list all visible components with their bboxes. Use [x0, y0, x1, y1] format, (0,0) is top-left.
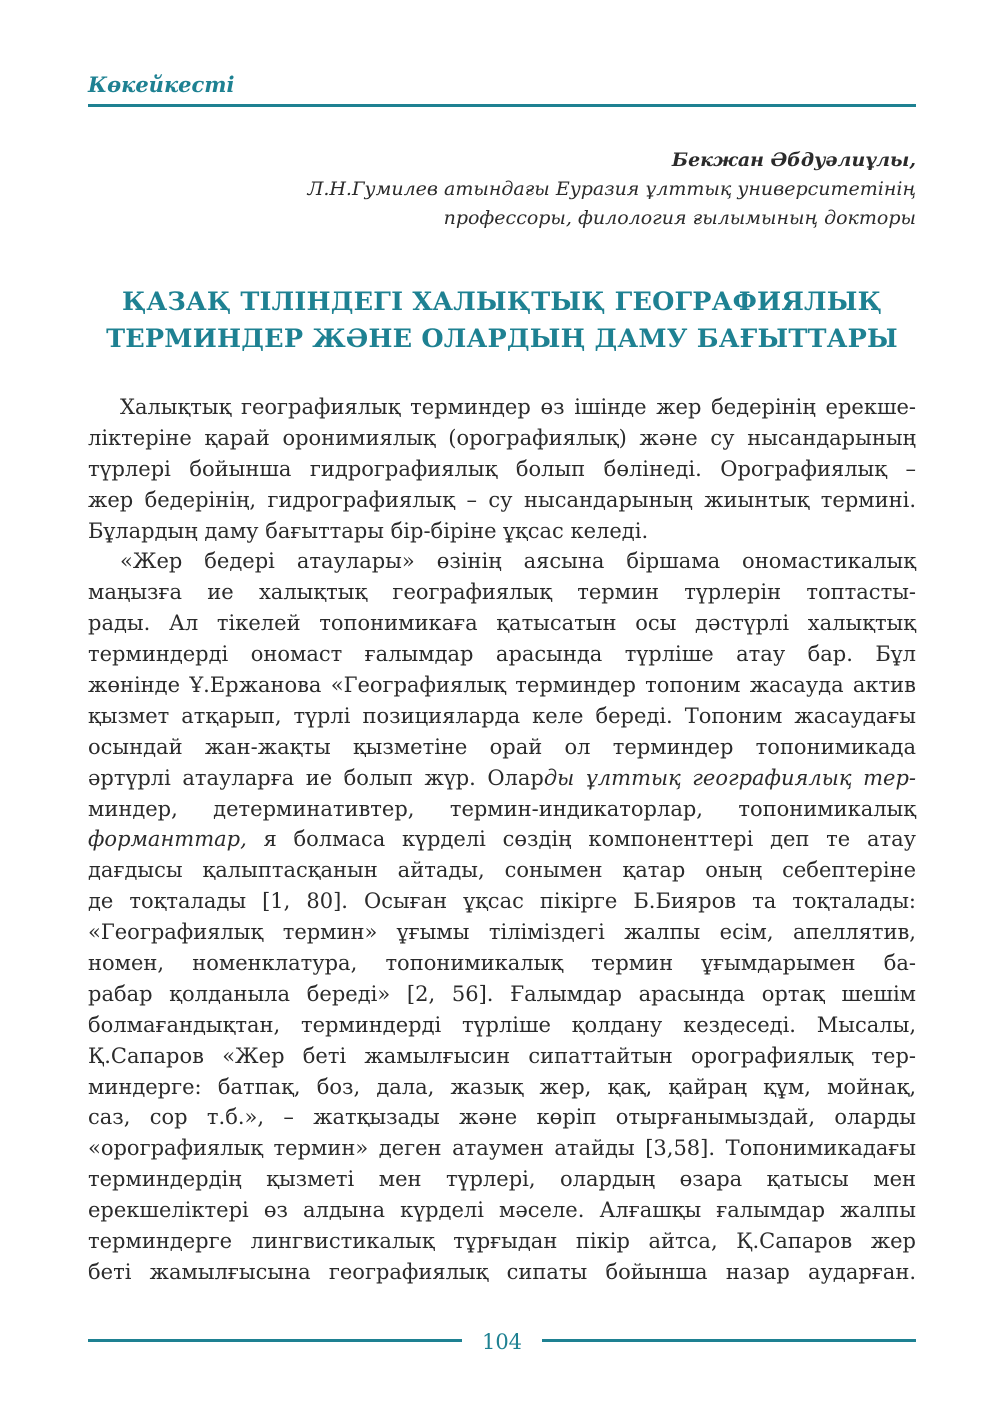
- body-line: рады. Ал тікелей топонимикаға қатысатын осы дәстүрлі халықтық: [88, 611, 916, 636]
- body-line: қызмет атқарып, түрлі позицияларда келе береді. Топоним жасаудағы: [88, 703, 916, 728]
- body-italic-segment: форманттар,: [88, 827, 247, 852]
- author-affiliation: Л.Н.Гумилев атындағы Еуразия ұлттық университетінің: [307, 178, 916, 200]
- body-line: Қ.Сапаров «Жер беті жамылғысин сипаттайтын орографиялық тер-: [88, 1043, 916, 1068]
- body-line: беті жамылғысына географиялық сипаты бойынша назар аударған.: [88, 1259, 916, 1284]
- body-line: терминдерді ономаст ғалымдар арасында түрліше атау бар. Бұл: [88, 642, 916, 667]
- body-line: маңызға ие халықтық географиялық термин түрлерін топтасты-: [88, 580, 916, 605]
- author-title: профессоры, филология ғылымының докторы: [443, 207, 916, 229]
- body-line: [88, 763, 916, 794]
- body-line: осындай жан-жақты қызметіне орай ол терминдер топонимикада: [88, 734, 916, 759]
- article-title: [88, 284, 916, 358]
- header-rule: [88, 104, 916, 107]
- author-block: [307, 146, 916, 233]
- section-label: Көкейкесті: [88, 72, 235, 97]
- body-line: миндерге: батпақ, боз, дала, жазық жер, қақ, қайраң құм, мойнақ,: [88, 1074, 916, 1099]
- body-line: болмағандықтан, терминдерді түрліше қолдану кездеседі. Мысалы,: [88, 1012, 916, 1037]
- body-segment: я болмаса күрделі сөздің компоненттері деп те атау: [246, 827, 916, 852]
- footer-rule-left: [88, 1339, 462, 1342]
- body-line-italic: миндер, детерминативтер, термин-индикаторлар, топонимикалық: [88, 796, 916, 821]
- body-line: рабар қолданыла береді» [2, 56]. Ғалымдар арасында ортақ шешім: [88, 981, 916, 1006]
- body-line: терминдерге лингвистикалық тұрғыдан пікір айтса, Қ.Сапаров жер: [88, 1229, 916, 1254]
- body-line: терминдердің қызметі мен түрлері, олардың өзара қатысы мен: [88, 1167, 916, 1192]
- body-line: «орографиялық термин» деген атаумен атайды [3,58]. Топонимикадағы: [88, 1136, 916, 1161]
- body-line: саз, сор т.б.», – жатқызады және көріп отырғанымыздай, оларды: [88, 1105, 916, 1130]
- footer-rule-right: [542, 1339, 916, 1342]
- body-line: де тоқталады [1, 80]. Осыған ұқсас пікірге Б.Бияров та тоқталады:: [88, 889, 916, 914]
- body-line: Халықтық географиялық терминдер өз ішінде жер бедерінің ерекше-: [120, 395, 916, 419]
- body-line: номен, номенклатура, топонимикалық термин ұғымдарымен ба-: [88, 951, 916, 976]
- body-line: дағдысы қалыптасқанын айтады, сонымен қатар оның себептеріне: [88, 858, 916, 883]
- body-line: жөнінде Ұ.Ержанова «Географиялық терминдер топоним жасауда актив: [88, 673, 916, 698]
- body-line: «Географиялық термин» ұғымы тіліміздегі жалпы есім, апеллятив,: [88, 920, 916, 945]
- body-segment: әртүрлі атауларға ие болып жүр. Олар: [88, 765, 544, 790]
- body-italic-segment: ды ұлттық географиялық тер-: [543, 765, 916, 790]
- body-line: Бұлардың даму бағыттары бір-біріне ұқсас келеді.: [88, 518, 649, 543]
- article-body: [88, 392, 916, 1288]
- article-title-line-1: ҚАЗАҚ ТІЛІНДЕГІ ХАЛЫҚТЫҚ ГЕОГРАФИЯЛЫҚ: [122, 287, 882, 317]
- author-name: Бекжан Әбдуәлиұлы,: [671, 149, 916, 171]
- page-number: 104: [481, 1330, 523, 1354]
- body-line: ліктеріне қарай оронимиялық (орографиялық) және су нысандарының: [88, 425, 916, 450]
- article-title-line-2: ТЕРМИНДЕР ЖӘНЕ ОЛАРДЫҢ ДАМУ БАҒЫТТАРЫ: [106, 324, 898, 354]
- page-footer: [88, 1325, 916, 1359]
- body-line: ерекшеліктері өз алдына күрделі мәселе. Алғашқы ғалымдар жалпы: [88, 1198, 916, 1223]
- body-line: түрлері бойынша гидрографиялық болып бөлінеді. Орографиялық –: [88, 456, 916, 481]
- body-line: [88, 824, 916, 855]
- body-line: жер бедерінің, гидрографиялық – су нысандарының жиынтық термині.: [88, 487, 916, 512]
- body-line: «Жер бедері атаулары» өзінің аясына біршама ономастикалық: [120, 549, 916, 574]
